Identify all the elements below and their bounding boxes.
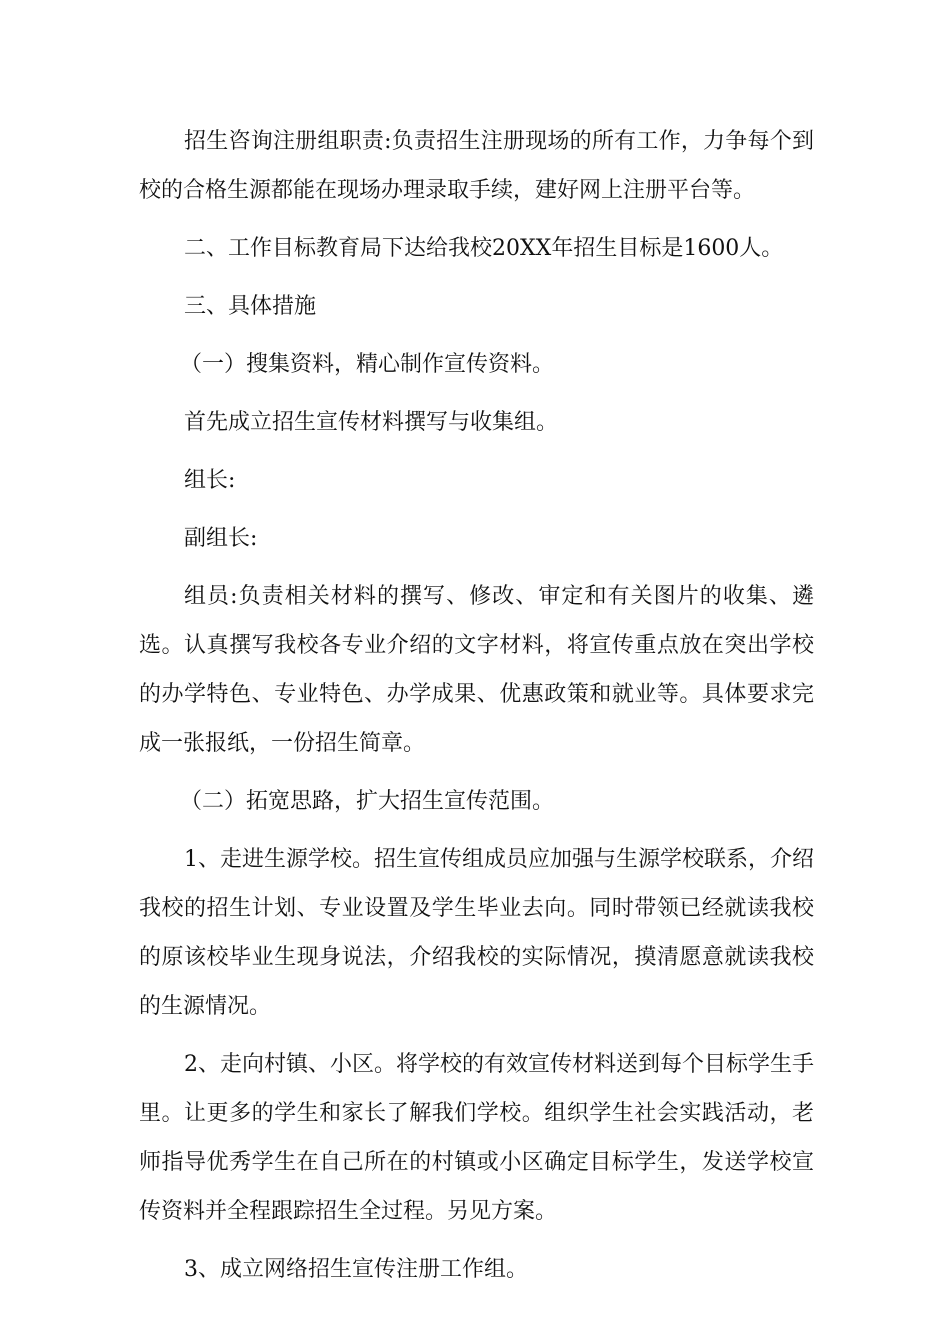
paragraph-visit-villages: 2、走向村镇、小区。将学校的有效宣传材料送到每个目标学生手里。让更多的学生和家长了解我们学校。组织学生社会实践活动，老师指导优秀学生在自己所在的村镇或小区确定目标学生，发送学校宣传资料并全程跟踪招生全过程。另见方案。 bbox=[139, 1052, 814, 1224]
paragraph-online-group: 3、成立网络招生宣传注册工作组。 bbox=[184, 1257, 528, 1282]
paragraph-writing-group: 首先成立招生宣传材料撰写与收集组。 bbox=[184, 410, 559, 435]
paragraph-group-leader: 组长: bbox=[184, 468, 236, 493]
document-body bbox=[139, 117, 814, 1303]
paragraph-deputy-leader: 副组长: bbox=[184, 526, 258, 551]
paragraph-registration-duties: 招生咨询注册组职责:负责招生注册现场的所有工作，力争每个到校的合格生源都能在现场办理录取手续，建好网上注册平台等。 bbox=[139, 129, 814, 203]
paragraph-visit-schools: 1、走进生源学校。招生宣传组成员应加强与生源学校联系，介绍我校的招生计划、专业设置及学生毕业去向。同时带领已经就读我校的原该校毕业生现身说法，介绍我校的实际情况，摸清愿意就读我校的生源情况。 bbox=[139, 847, 814, 1019]
subheading-collect-materials: （一）搜集资料，精心制作宣传资料。 bbox=[180, 352, 555, 377]
section-heading-measures: 三、具体措施 bbox=[184, 294, 317, 319]
paragraph-work-goal: 二、工作目标教育局下达给我校20XX年招生目标是1600人。 bbox=[184, 236, 784, 261]
paragraph-members-duties: 组员:负责相关材料的撰写、修改、审定和有关图片的收集、遴选。认真撰写我校各专业介绍的文字材料，将宣传重点放在突出学校的办学特色、专业特色、办学成果、优惠政策和就业等。具体要求完成一张报纸，一份招生简章。 bbox=[139, 584, 814, 756]
subheading-expand-scope: （二）拓宽思路，扩大招生宣传范围。 bbox=[180, 789, 555, 814]
